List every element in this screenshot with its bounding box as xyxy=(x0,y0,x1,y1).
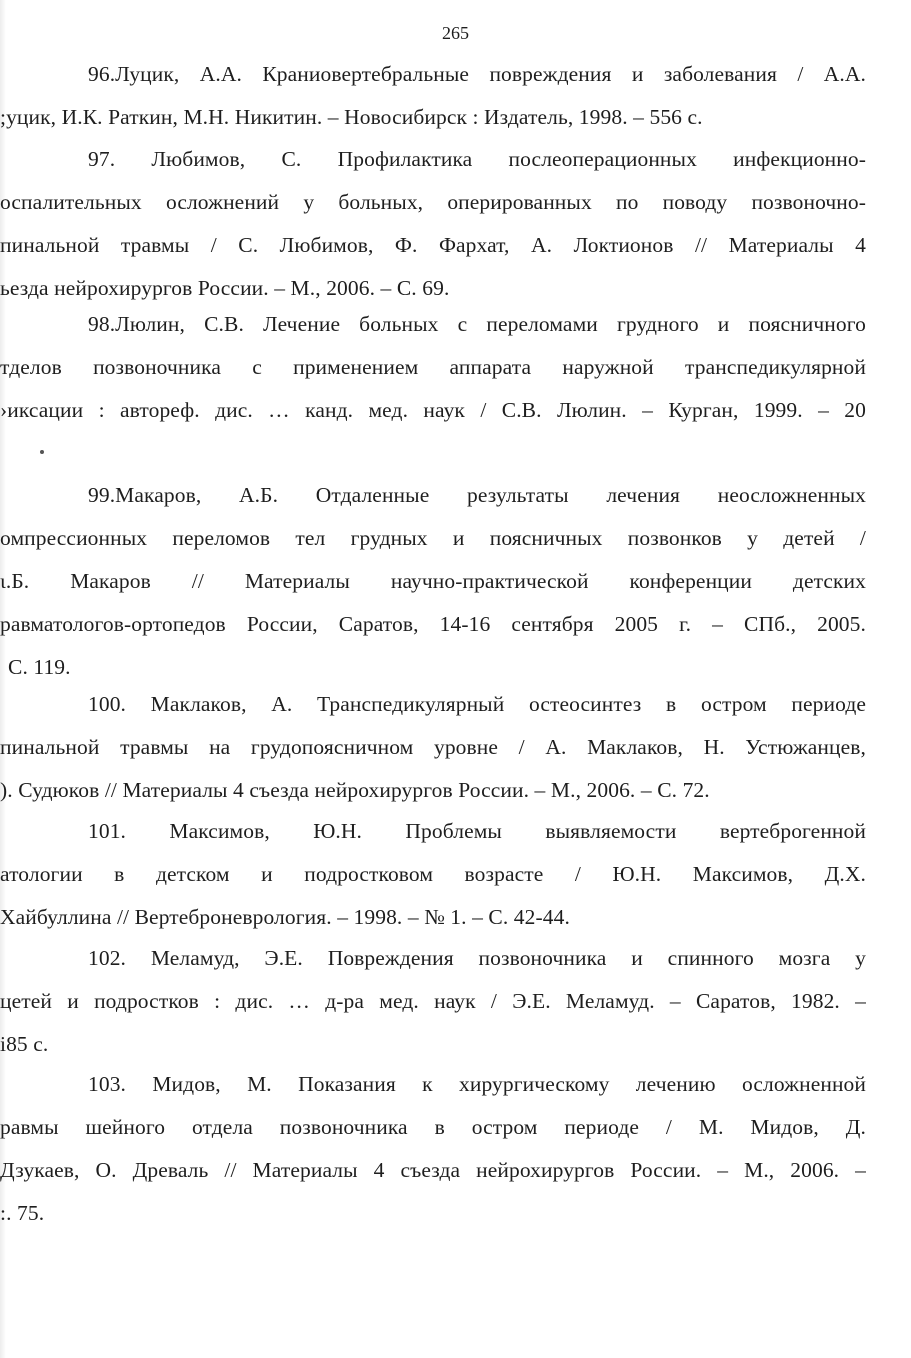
reference-line: равматологов-ортопедов России, Саратов, 14-16 сентября 2005 г. – СПб., 2005. xyxy=(0,612,866,636)
reference-line: равмы шейного отдела позвоночника в остром периоде / М. Мидов, Д. xyxy=(0,1115,866,1139)
reference-item xyxy=(0,1063,866,1235)
reference-line: омпрессионных переломов тел грудных и поясничных позвонков у детей / xyxy=(0,526,866,550)
reference-line: 102. Меламуд, Э.Е. Повреждения позвоночника и спинного мозга у xyxy=(88,946,866,970)
reference-item xyxy=(0,474,866,689)
reference-line: і85 с. xyxy=(0,1032,49,1056)
page-number: 265 xyxy=(442,23,469,43)
reference-line: 99.Макаров, А.Б. Отдаленные результаты лечения неосложненных xyxy=(88,483,866,507)
reference-line: 98.Люлин, С.В. Лечение больных с переломами грудного и поясничного xyxy=(88,312,866,336)
reference-line: ;уцик, И.К. Раткин, М.Н. Никитин. – Новосибирск : Издатель, 1998. – 556 с. xyxy=(0,105,703,129)
reference-line: ι.Б. Макаров // Материалы научно-практической конференции детских xyxy=(0,569,866,593)
reference-line: тделов позвоночника с применением аппарата наружной транспедикулярной xyxy=(0,355,866,379)
stray-mark xyxy=(40,450,44,454)
reference-line: пинальной травмы на грудопоясничном уровне / А. Маклаков, Н. Устюжанцев, xyxy=(0,735,866,759)
reference-line: ›иксации : автореф. дис. … канд. мед. наук / С.В. Люлин. – Курган, 1999. – 20 xyxy=(0,398,866,422)
reference-item xyxy=(0,138,866,310)
reference-line: 96.Луцик, А.А. Краниовертебральные повреждения и заболевания / А.А. xyxy=(88,62,866,86)
reference-item xyxy=(0,683,866,812)
reference-line: С. 119. xyxy=(8,655,71,679)
reference-line: Хайбуллина // Вертеброневрология. – 1998. – № 1. – С. 42-44. xyxy=(0,905,570,929)
reference-line: 101. Максимов, Ю.Н. Проблемы выявляемости вертеброгенной xyxy=(88,819,866,843)
reference-line: 97. Любимов, С. Профилактика послеоперационных инфекционно- xyxy=(88,147,866,171)
reference-item xyxy=(0,53,866,139)
reference-line: 103. Мидов, М. Показания к хирургическому лечению осложненной xyxy=(88,1072,866,1096)
reference-item xyxy=(0,810,866,939)
reference-line: пинальной травмы / С. Любимов, Ф. Фархат, А. Локтионов // Материалы 4 xyxy=(0,233,866,257)
reference-line: атологии в детском и подростковом возрасте / Ю.Н. Максимов, Д.Х. xyxy=(0,862,866,886)
reference-line: Дзукаев, О. Древаль // Материалы 4 съезда нейрохирургов России. – М., 2006. – xyxy=(0,1158,866,1182)
reference-item xyxy=(0,303,866,432)
reference-line: ьезда нейрохирургов России. – М., 2006. – С. 69. xyxy=(0,276,450,300)
reference-line: 100. Маклаков, А. Транспедикулярный остеосинтез в остром периоде xyxy=(88,692,866,716)
reference-line: цетей и подростков : дис. … д-ра мед. наук / Э.Е. Меламуд. – Саратов, 1982. – xyxy=(0,989,866,1013)
reference-line: ). Судюков // Материалы 4 съезда нейрохирургов России. – М., 2006. – С. 72. xyxy=(0,778,710,802)
reference-line: :. 75. xyxy=(0,1201,45,1225)
reference-item xyxy=(0,937,866,1066)
reference-line: оспалительных осложнений у больных, оперированных по поводу позвоночно- xyxy=(0,190,866,214)
